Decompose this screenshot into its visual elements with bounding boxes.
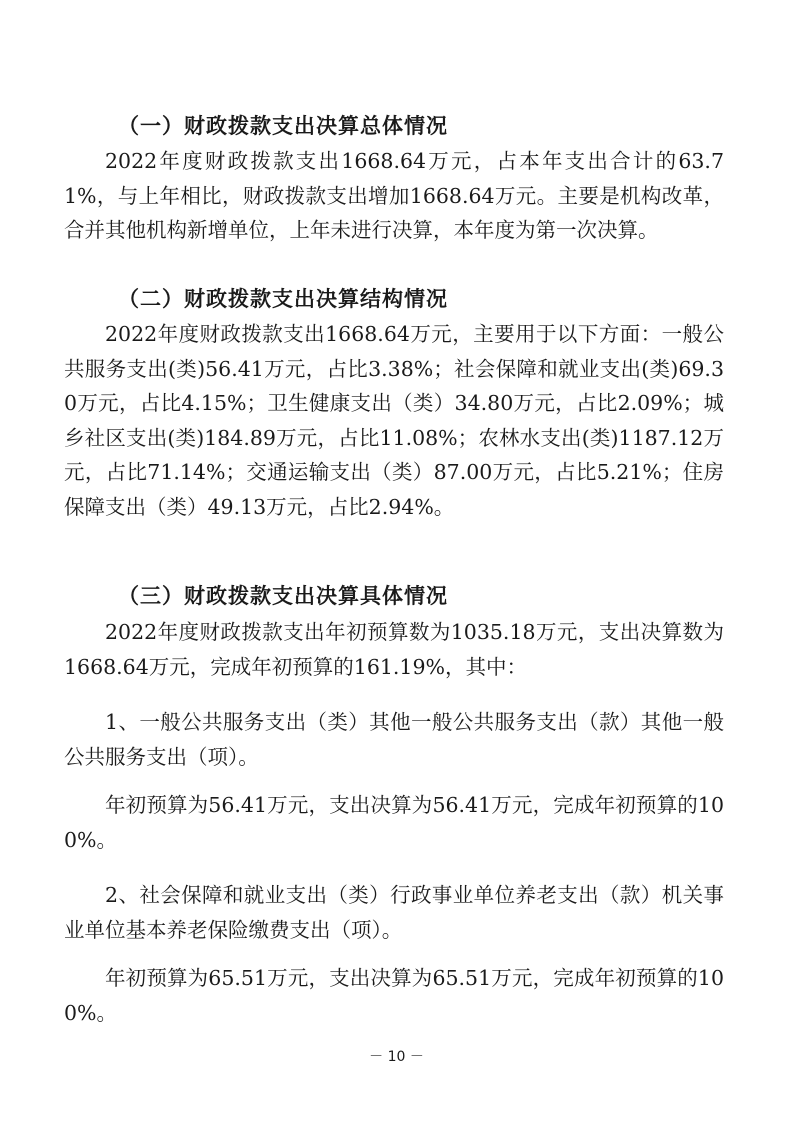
section-1-heading: （一）财政拨款支出决算总体情况 xyxy=(118,114,448,138)
section-2-heading: （二）财政拨款支出决算结构情况 xyxy=(118,287,448,311)
section-3-heading: （三）财政拨款支出决算具体情况 xyxy=(118,584,448,608)
section-2-paragraph: 2022年度财政拨款支出1668.64万元，主要用于以下方面：一般公共服务支出(类)56.41万元，占比3.38%；社会保障和就业支出(类)69.30万元，占比4.15%；卫生健康支出（类）34.80万元，占比2.09%；城乡社区支出(类)184.89万元，占比11.08%；农林水支出(类)1187.12万元，占比71.14%；交通运输支出（类）87.00万元，占比5.21%；住房保障支出（类）49.13万元，占比2.94%。 xyxy=(64,322,724,519)
section-3-paragraph: 2022年度财政拨款支出年初预算数为1035.18万元，支出决算数为1668.64万元，完成年初预算的161.19%，其中： xyxy=(64,620,724,679)
item-1-detail: 年初预算为56.41万元，支出决算为56.41万元，完成年初预算的100%。 xyxy=(64,793,724,852)
item-1-title: 1、一般公共服务支出（类）其他一般公共服务支出（款）其他一般公共服务支出（项）。 xyxy=(64,710,724,769)
item-2-detail: 年初预算为65.51万元，支出决算为65.51万元，完成年初预算的100%。 xyxy=(64,966,724,1025)
section-1-paragraph: 2022年度财政拨款支出1668.64万元，占本年支出合计的63.71%，与上年相比，财政拨款支出增加1668.64万元。主要是机构改革，合并其他机构新增单位，上年未进行决算，本年度为第一次决算。 xyxy=(64,149,724,242)
page-number: － 10 － xyxy=(369,1049,424,1065)
item-2-title: 2、社会保障和就业支出（类）行政事业单位养老支出（款）机关事业单位基本养老保险缴费支出（项）。 xyxy=(64,883,724,942)
